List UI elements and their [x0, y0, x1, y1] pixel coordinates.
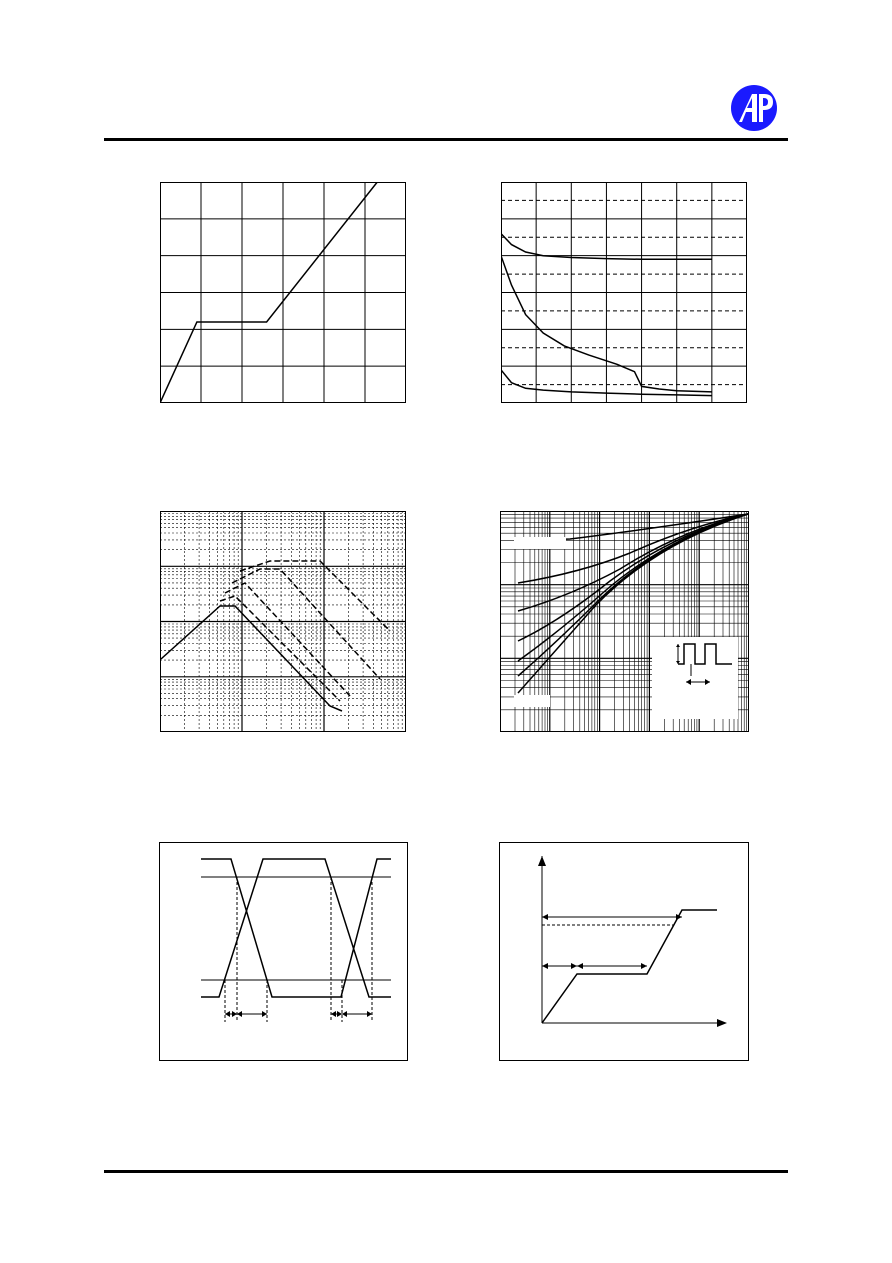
switching-waveform-svg — [159, 842, 408, 1061]
thermal-impedance-plot — [500, 511, 749, 732]
diagram-frame — [500, 843, 749, 1061]
gate-charge-waveform-diagram — [499, 842, 749, 1061]
header-rule — [104, 138, 788, 141]
ap-company-logo-icon — [730, 84, 778, 132]
gate-charge-chart — [160, 182, 406, 403]
soa-plot — [160, 511, 406, 732]
label-mask — [514, 537, 566, 549]
gate-charge-plot — [160, 182, 406, 403]
switching-waveform-diagram — [159, 842, 408, 1061]
gate-charge-waveform-svg — [499, 842, 749, 1061]
safe-operating-area-chart — [160, 511, 406, 732]
diagram-frame — [160, 843, 408, 1061]
capacitance-chart — [501, 182, 747, 403]
label-mask — [514, 695, 550, 707]
capacitance-plot — [501, 182, 747, 403]
footer-rule — [104, 1170, 788, 1173]
transient-thermal-chart — [500, 511, 749, 732]
